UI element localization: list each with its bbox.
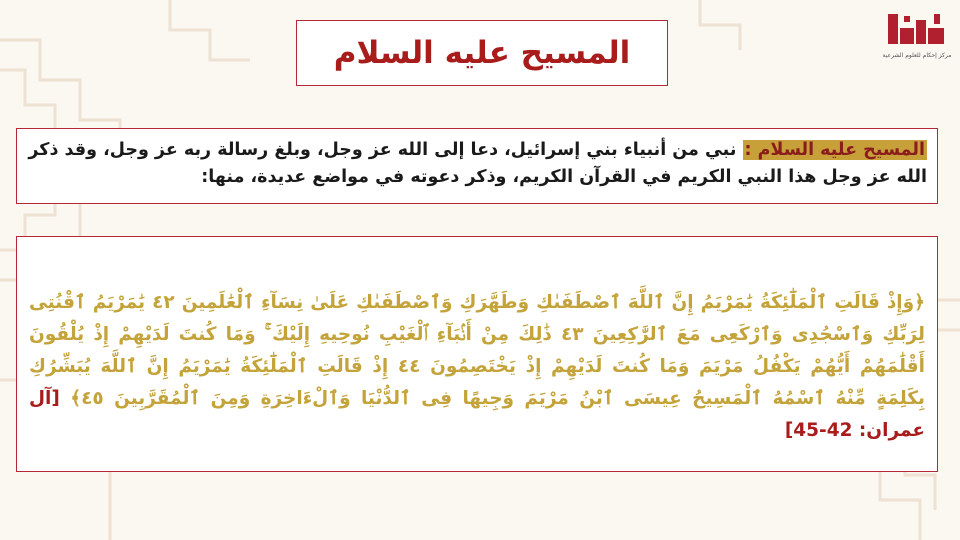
verse-text: ﴿وَإِذْ قَالَتِ ٱلْمَلَٰٓئِكَةُ يَٰمَرْيَمُ إِنَّ ٱللَّهَ ٱصْطَفَىٰكِ وَطَهَّرَكِ وَٱصْطَفَىٰكِ عَلَىٰ نِسَآءِ ٱلْعَٰلَمِينَ ٤٢ يَٰمَرْيَمُ ٱقْنُتِى لِرَبِّكِ وَٱسْجُدِى وَٱرْكَعِى مَعَ ٱلرَّٰكِعِينَ ٤٣ ذَٰلِكَ مِنْ أَنۢبَآءِ ٱلْغَيْبِ نُوحِيهِ إِلَيْكَ ۚ وَمَا كُنتَ لَدَيْهِمْ إِذْ يُلْقُونَ أَقْلَٰمَهُمْ أَيُّهُمْ يَكْفُلُ مَرْيَمَ وَمَا كُنتَ لَدَيْهِمْ إِذْ يَخْتَصِمُونَ ٤٤ إِذْ قَالَتِ ٱلْمَلَٰٓئِكَةُ يَٰمَرْيَمُ إِنَّ ٱللَّهَ يُبَشِّرُكِ بِكَلِمَةٍ مِّنْهُ ٱسْمُهُ ٱلْمَسِيحُ عِيسَى ٱبْنُ مَرْيَمَ وَجِيهًا فِى ٱلدُّنْيَا وَٱلْءَاخِرَةِ وَمِنَ ٱلْمُقَرَّبِينَ ٤٥﴾ — [29, 292, 925, 409]
verse-box — [16, 236, 938, 472]
title-box — [296, 20, 668, 86]
logo-caption: مركز إحكام للعلوم الشرعية — [882, 52, 952, 59]
intro-box — [16, 128, 938, 204]
intro-highlight: المسيح عليه السلام : — [744, 140, 925, 160]
logo — [880, 8, 954, 68]
verse-paragraph — [29, 287, 925, 447]
intro-paragraph — [27, 137, 927, 191]
page-title: المسيح عليه السلام — [333, 35, 631, 71]
intro-text: نبي من أنبياء بني إسرائيل، دعا إلى الله عز وجل، وبلغ رسالة ربه عز وجل، وقد ذكر الله عز وجل هذا النبي الكريم في القرآن الكريم، وذكر دعوته في مواضع عديدة، منها: — [28, 140, 927, 187]
logo-icon — [886, 10, 948, 48]
verse-reference: [آل عمران: 42-45] — [29, 388, 925, 441]
